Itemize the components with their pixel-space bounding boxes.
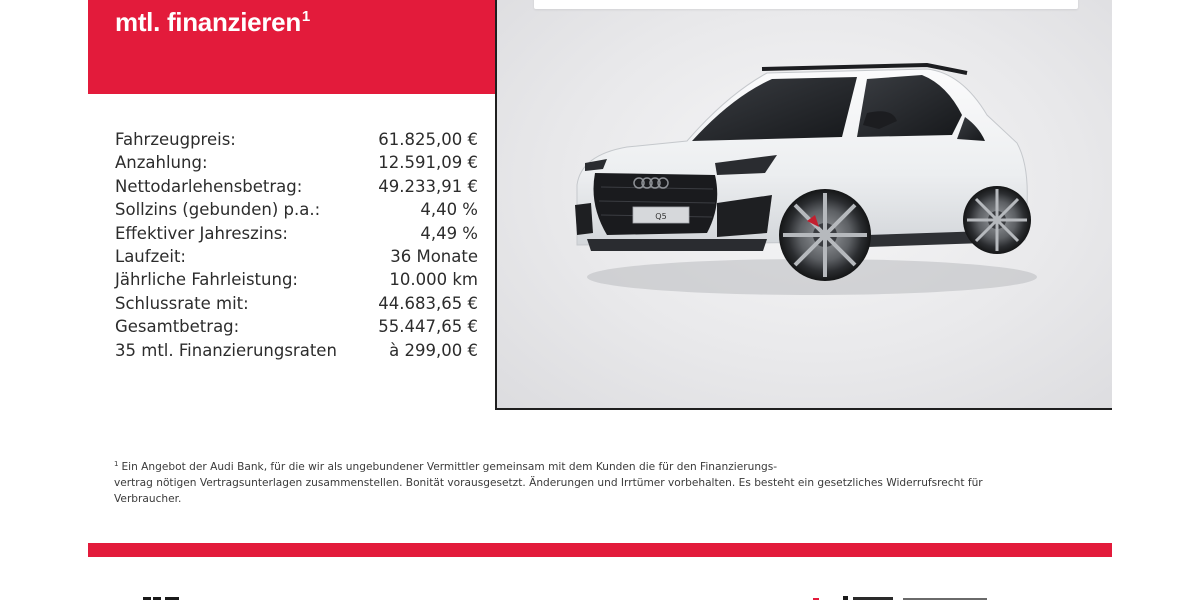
- detail-row-effective-rate: [115, 222, 478, 245]
- detail-row-net-loan: [115, 175, 478, 198]
- detail-value: 12.591,09 €: [378, 153, 478, 173]
- footnote-text-1: Ein Angebot der Audi Bank, für die wir als ungebundener Vermittler gemeinsam mit dem Kunden die für den Finanzierungs-: [121, 461, 778, 473]
- detail-row-down-payment: [115, 151, 478, 174]
- detail-row-vehicle-price: [115, 128, 478, 151]
- detail-label: Gesamtbetrag:: [115, 317, 240, 337]
- detail-label: Jährliche Fahrleistung:: [115, 270, 298, 290]
- detail-value: 49.233,91 €: [378, 176, 478, 196]
- banner-title: [115, 7, 310, 38]
- detail-row-final-installment: [115, 292, 478, 315]
- audi-q5-car-icon: [567, 55, 1037, 305]
- detail-label: Laufzeit:: [115, 246, 186, 266]
- detail-value: 10.000 km: [389, 270, 478, 290]
- detail-value: 36 Monate: [390, 246, 478, 266]
- footnote-line-2: vertrag nötigen Vertragsunterlagen zusammenstellen. Bonität vorausgesetzt. Änderungen und Irrtümer vorbehalten. Es besteht ein gesetzliches Widerrufsrecht für Verbraucher.: [114, 477, 983, 505]
- detail-value: à 299,00 €: [389, 340, 478, 360]
- detail-label: Anzahlung:: [115, 153, 208, 173]
- detail-label: 35 mtl. Finanzierungsraten: [115, 340, 337, 360]
- plate-text: Q5: [655, 212, 667, 221]
- detail-value: 4,49 %: [420, 223, 478, 243]
- detail-row-term: [115, 245, 478, 268]
- financing-details: [115, 128, 478, 362]
- banner-title-text: mtl. finanzieren: [115, 7, 301, 37]
- legal-footnote: [114, 456, 1014, 507]
- detail-value: 61.825,00 €: [378, 130, 478, 149]
- detail-label: Nettodarlehensbetrag:: [115, 176, 303, 196]
- footnote-marker: 1: [114, 460, 119, 468]
- detail-row-monthly-rates: [115, 339, 478, 362]
- footnote-marker: 1: [301, 8, 310, 25]
- detail-label: Schlussrate mit:: [115, 293, 249, 313]
- audi-partner-logo-icon: [813, 593, 993, 600]
- vehicle-image-panel: [495, 0, 1112, 410]
- detail-label: Sollzins (gebunden) p.a.:: [115, 200, 321, 220]
- detail-value: 44.683,65 €: [378, 293, 478, 313]
- detail-value: 55.447,65 €: [378, 317, 478, 337]
- detail-row-mileage: [115, 268, 478, 291]
- financing-banner: [88, 0, 495, 94]
- dealer-logo-icon: [143, 594, 253, 600]
- detail-label: Effektiver Jahreszins:: [115, 223, 288, 243]
- caption-bar: [534, 0, 1078, 9]
- footnote-line-1: [114, 456, 1014, 475]
- detail-value: 4,40 %: [420, 200, 478, 220]
- detail-label: Fahrzeugpreis:: [115, 130, 236, 149]
- footer-red-strip: [88, 543, 1112, 557]
- detail-row-total-amount: [115, 315, 478, 338]
- detail-row-borrowing-rate: [115, 198, 478, 221]
